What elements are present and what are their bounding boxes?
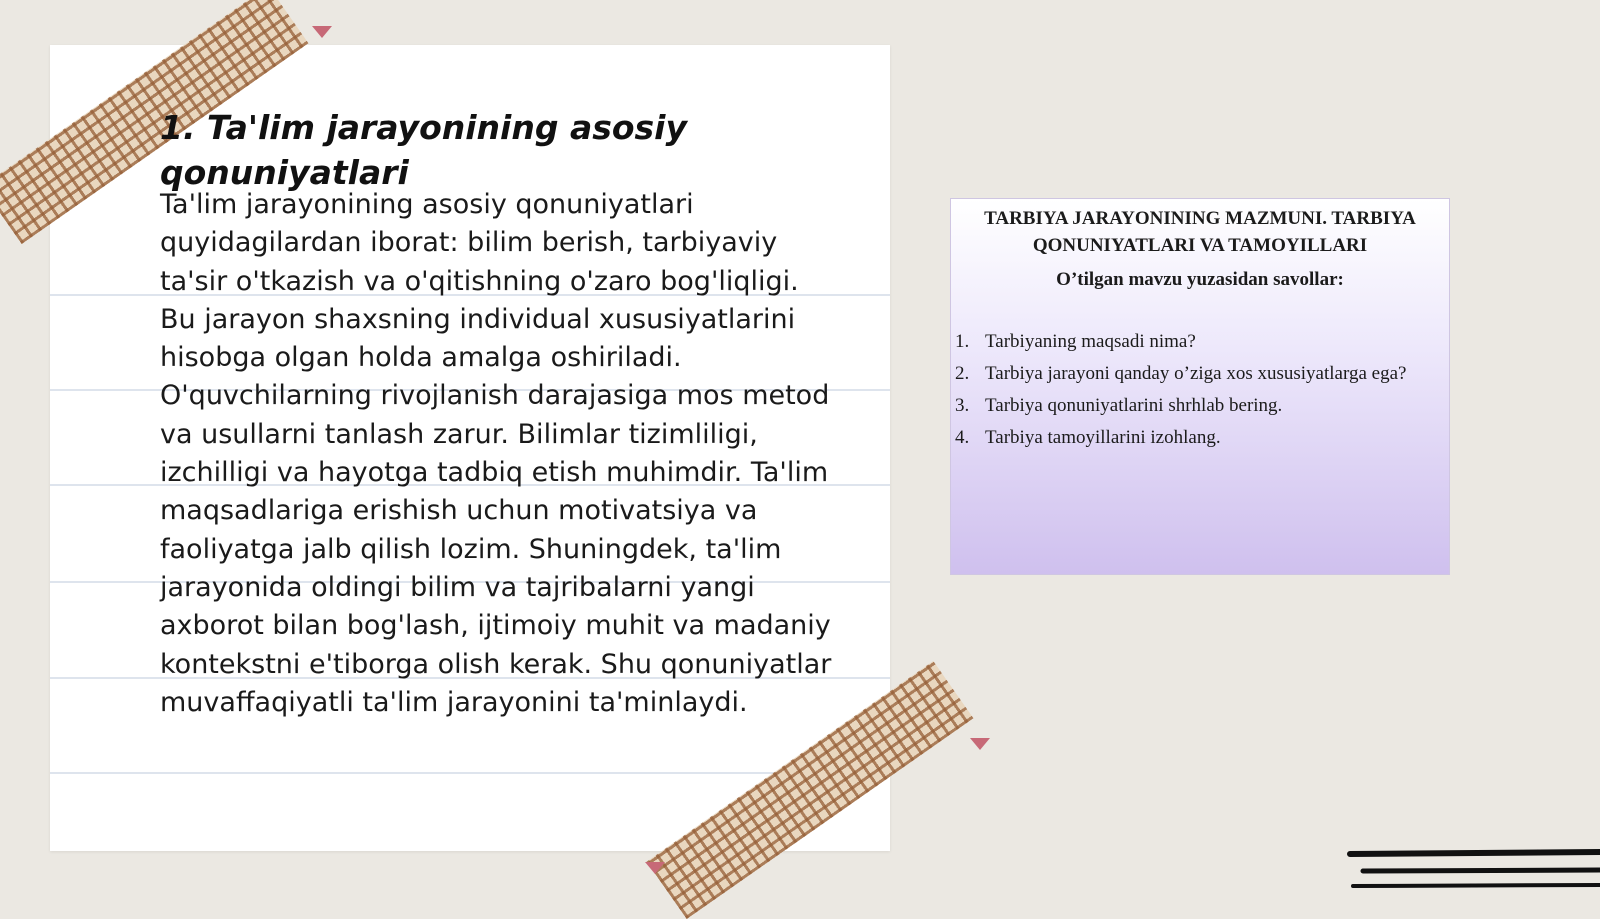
questions-card bbox=[950, 198, 1450, 575]
question-text: Tarbiya tamoyillarini izohlang. bbox=[985, 427, 1221, 448]
slide-body-text: Ta'lim jarayonining asosiy qonuniyatlari quyidagilardan iborat: bilim berish, tarbiyaviy ta'sir o'tkazish va o'qitishning o'zaro bog'liqligi. Bu jarayon shaxsning individual xususiyatlarini hisobga olgan holda amalga oshiriladi. O'quvchilarning rivojlanish darajasiga mos metod va usullarni tanlash zarur. Bilimlar tizimliligi, izchilligi va hayotga tadbiq etish muhimdir. Ta'lim maqsadlariga erishish uchun motivatsiya va faoliyatga jalb qilish lozim. Shuningdek, ta'lim jarayonida oldingi bilim va tajribalarni yangi axborot bilan bog'lash, ijtimoiy muhit va madaniy kontekstni e'tiborga olish kerak. Shu qonuniyatlar muvaffaqiyatli ta'lim jarayonini ta'minlaydi. bbox=[160, 189, 832, 718]
list-item bbox=[955, 361, 1435, 387]
question-text: Tarbiyaning maqsadi nima? bbox=[985, 331, 1196, 352]
list-item bbox=[955, 393, 1435, 419]
slide-title: 1. Ta'lim jarayonining asosiy qonuniyatlari bbox=[160, 108, 688, 192]
question-number: 3. bbox=[955, 395, 970, 416]
card-heading: TARBIYA JARAYONINING MAZMUNI. TARBIYA QONUNIYATLARI VA TAMOYILLARI bbox=[984, 208, 1416, 256]
card-subheading: O’tilgan mavzu yuzasidan savollar: bbox=[1056, 269, 1344, 290]
pushpin-icon bbox=[312, 26, 332, 38]
question-number: 1. bbox=[955, 331, 970, 352]
question-number: 4. bbox=[955, 427, 970, 448]
list-item bbox=[955, 425, 1435, 451]
list-item bbox=[955, 329, 1435, 355]
question-number: 2. bbox=[955, 363, 970, 384]
question-text: Tarbiya jarayoni qanday o’ziga xos xususiyatlarga ega? bbox=[985, 363, 1407, 384]
pushpin-icon bbox=[645, 862, 665, 874]
questions-list bbox=[955, 329, 1435, 451]
decorative-lines-icon bbox=[1345, 844, 1600, 894]
pushpin-icon bbox=[970, 738, 990, 750]
question-text: Tarbiya qonuniyatlarini shrhlab bering. bbox=[985, 395, 1283, 416]
